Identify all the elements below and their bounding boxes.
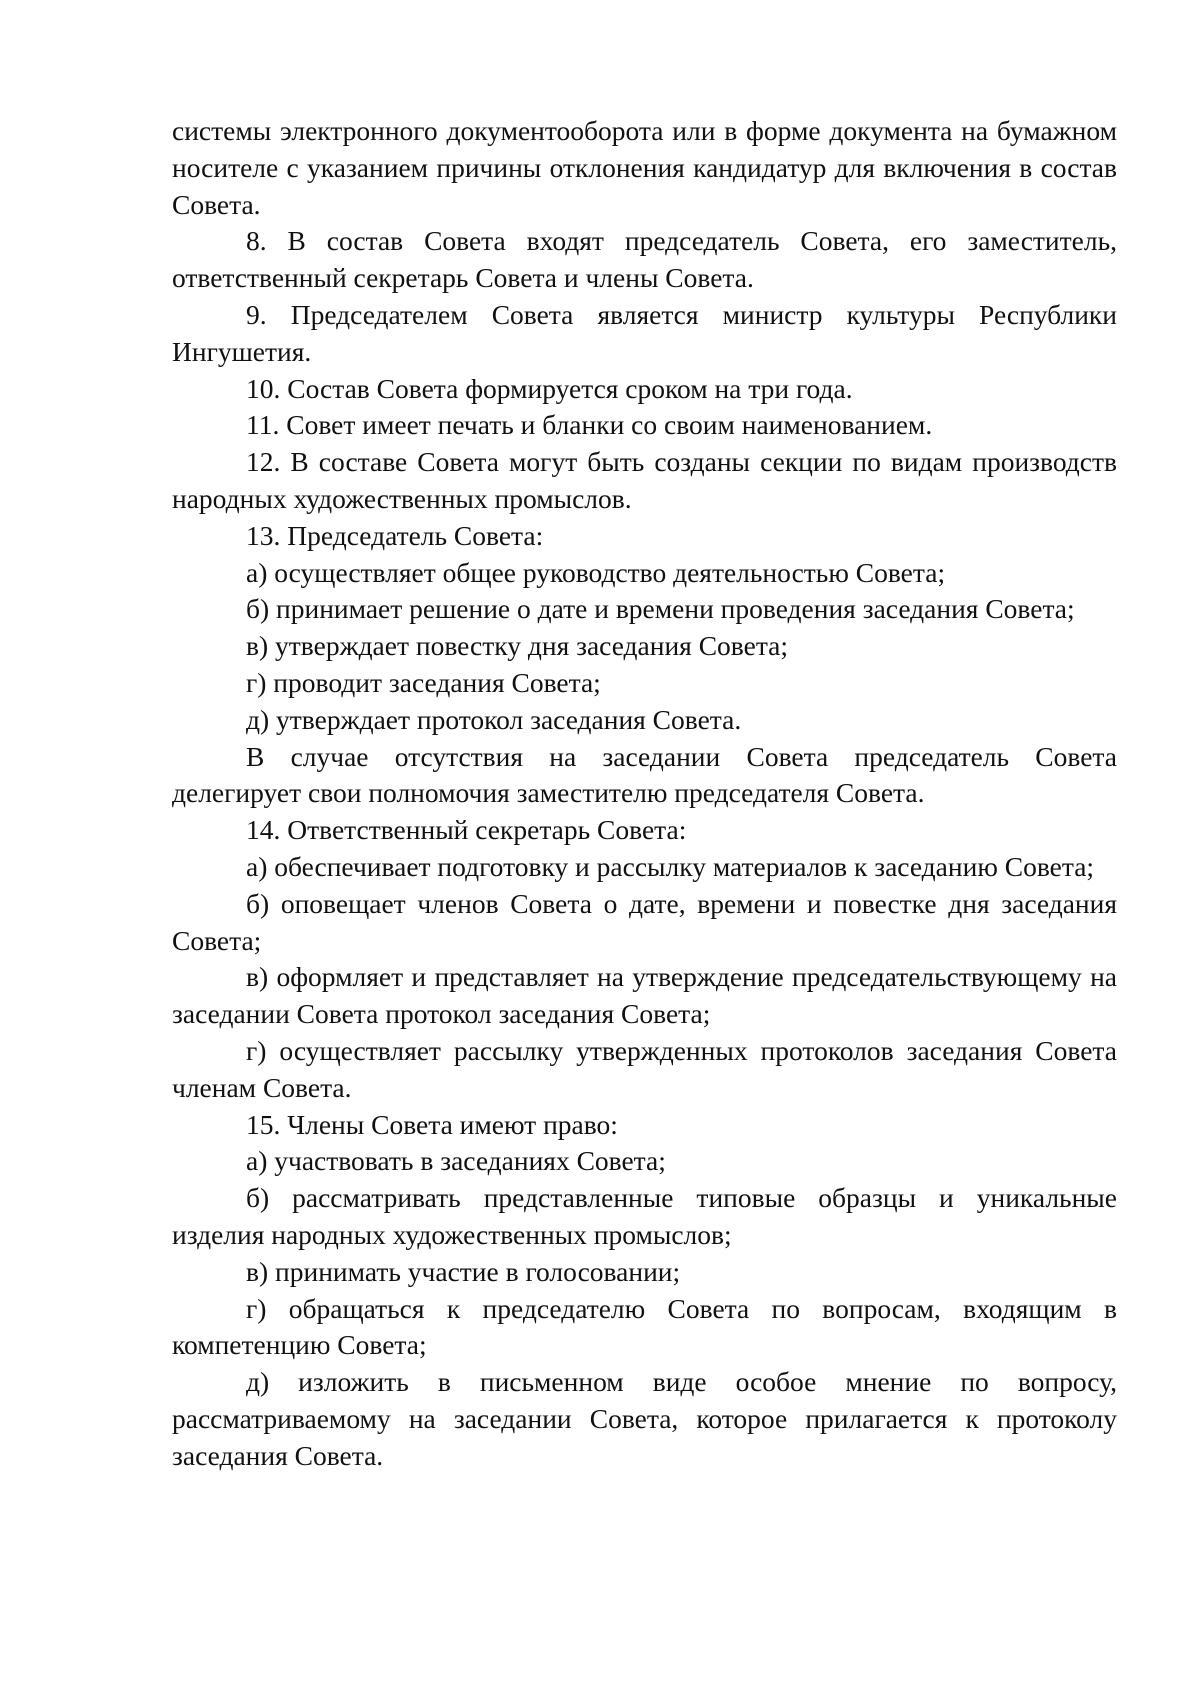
subitem-13-a: а) осуществляет общее руководство деятельностью Совета; (246, 556, 946, 588)
subitem-13-b: б) принимает решение о дате и времени проведения заседания Совета; (246, 593, 1075, 625)
subitem-15-a: а) участвовать в заседаниях Совета; (246, 1145, 666, 1177)
subitem-13-g: г) проводит заседания Совета; (246, 666, 601, 698)
subitem-13-v: в) утверждает повестку дня заседания Совета; (246, 630, 789, 662)
paragraph-item-14: 14. Ответственный секретарь Совета: (246, 814, 687, 846)
paragraph-item-15: 15. Члены Совета имеют право: (246, 1108, 618, 1140)
paragraph-item-9: 9. Председателем Совета является министр культуры Республики Ингушетия. (172, 298, 1117, 367)
subitem-13-d: д) утверждает протокол заседания Совета. (246, 703, 742, 735)
subitem-15-v: в) принимать участие в голосовании; (246, 1255, 681, 1287)
paragraph-item-11: 11. Совет имеет печать и бланки со своим наименованием. (246, 409, 933, 441)
subitem-14-g: г) осуществляет рассылку утвержденных протоколов заседания Совета членам Совета. (172, 1034, 1117, 1103)
subitem-15-d: д) изложить в письменном виде особое мнение по вопросу, рассматриваемому на заседании Совета, которое прилагается к протоколу заседания Совета. (172, 1366, 1117, 1471)
paragraph-item-8: 8. В состав Совета входят председатель Совета, его заместитель, ответственный секретарь Совета и члены Совета. (172, 225, 1117, 294)
subitem-14-b: б) оповещает членов Совета о дате, времени и повестке дня заседания Совета; (172, 887, 1117, 956)
subitem-15-g: г) обращаться к председателю Совета по вопросам, входящим в компетенцию Совета; (172, 1292, 1117, 1361)
paragraph-13-note: В случае отсутствия на заседании Совета председатель Совета делегирует свои полномочия заместителю председателя Совета. (172, 740, 1117, 809)
paragraph-continuation: системы электронного документооборота или в форме документа на бумажном носителе с указанием причины отклонения кандидатур для включения в состав Совета. (172, 115, 1117, 220)
paragraph-item-10: 10. Состав Совета формируется сроком на три года. (246, 372, 853, 404)
subitem-15-b: б) рассматривать представленные типовые образцы и уникальные изделия народных художественных промыслов; (172, 1182, 1117, 1250)
paragraph-item-12: 12. В составе Совета могут быть созданы секции по видам производств народных художественных промыслов. (172, 446, 1117, 514)
paragraph-item-13: 13. Председатель Совета: (246, 519, 544, 551)
subitem-14-a: а) обеспечивает подготовку и рассылку материалов к заседанию Совета; (246, 850, 1095, 882)
subitem-14-v: в) оформляет и представляет на утверждение председательствующему на заседании Совета протокол заседания Совета; (172, 961, 1117, 1030)
document-body (172, 113, 1117, 1474)
